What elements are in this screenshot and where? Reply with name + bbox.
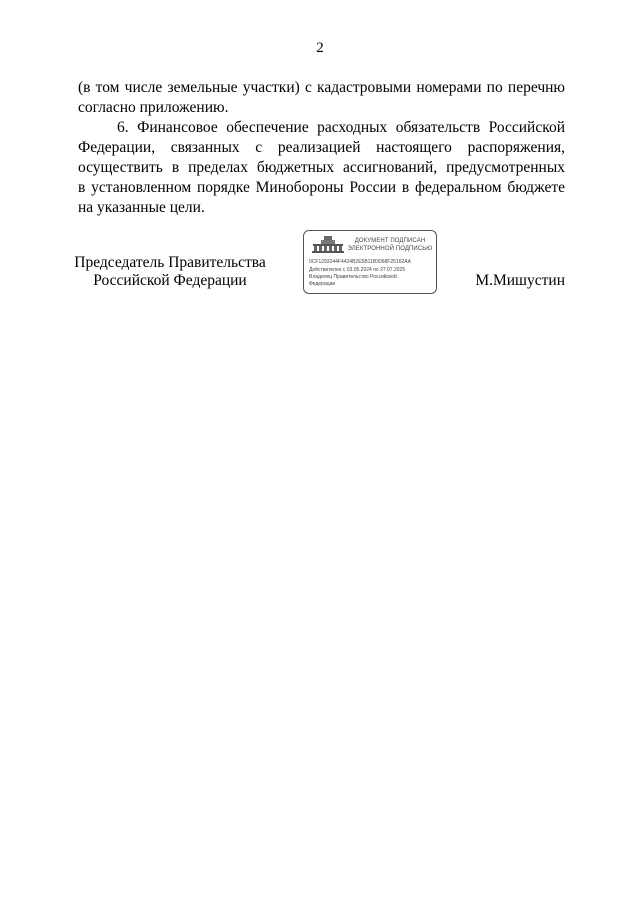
body-line-6: в установленном порядке Минобороны России в федеральном бюджете xyxy=(78,179,565,196)
signer-position-line-1: Председатель Правительства xyxy=(74,254,266,271)
electronic-signature-stamp xyxy=(303,230,437,294)
stamp-owner-line-2: Федерации xyxy=(309,281,336,287)
body-line-3: 6. Финансовое обеспечение расходных обязательств Российской xyxy=(117,119,565,136)
body-line-4: Федерации, связанных с реализацией настоящего распоряжения, xyxy=(78,139,565,156)
body-line-1: (в том числе земельные участки) с кадастровыми номерами по перечню xyxy=(78,79,565,96)
stamp-certificate: 0CF1293244F4424B2E5B11B3068F25162AA xyxy=(309,259,411,265)
stamp-owner-line-1: Владелец Правительство Российской xyxy=(309,274,397,280)
page-number: 2 xyxy=(316,40,324,56)
stamp-title-line-2: ЭЛЕКТРОННОЙ ПОДПИСЬЮ xyxy=(347,245,433,252)
stamp-title xyxy=(344,238,436,253)
government-emblem-icon xyxy=(310,235,346,255)
stamp-validity: Действителен с 03.05.2024 по 27.07.2025 xyxy=(309,267,406,273)
stamp-title-line-1: ДОКУМЕНТ ПОДПИСАН xyxy=(354,238,426,244)
body-line-7: на указанные цели. xyxy=(78,199,205,216)
signer-position-line-2: Российской Федерации xyxy=(93,272,247,289)
signer-name: М.Мишустин xyxy=(475,272,565,289)
body-line-5: осуществить в пределах бюджетных ассигнований, предусмотренных xyxy=(78,159,565,176)
body-line-2: согласно приложению. xyxy=(78,99,229,116)
